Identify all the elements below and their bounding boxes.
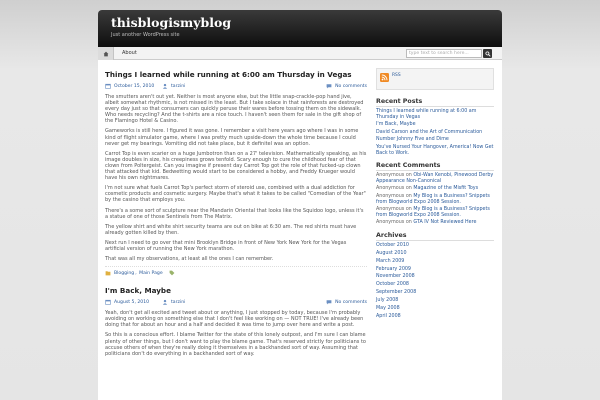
post-paragraph: The yellow shirt and white shirt security teams are out on bike at 6:30 am. The red shirts must have already gotten killed by then. — [105, 223, 357, 236]
archive-link[interactable]: October 2010 — [376, 242, 409, 248]
post-paragraph: Gameworks is still here. I figured it was gone. I remember a visit here years ago where I was in some kind of flight simulator game, where I was pretty much upside-down the whole time because I could never get my bearings. Vomiting did not take place, but it definitel was an option. — [105, 128, 359, 147]
comment-target-link[interactable]: GTA IV Not Reviewed Here — [413, 220, 477, 226]
recent-post-link[interactable]: David Carson and the Art of Communication — [376, 129, 483, 135]
archive-link[interactable]: November 2008 — [376, 274, 415, 280]
recent-comment — [376, 220, 494, 226]
category-link[interactable]: Blogging — [114, 270, 135, 276]
search-button[interactable] — [483, 49, 492, 58]
comment-on: on — [405, 186, 412, 192]
page-wrapper — [98, 10, 502, 400]
post-paragraph: Yeah, don't get all excited and tweet about or anything, I just stopped by today, because I'm probably avoiding on working on something else that I don't feel like working on — NOT TRUE! I've already been doing that for about an hour and a half and decided it was time to jump over here and write a post. — [105, 310, 364, 329]
post-title[interactable]: Things I learned while running at 6:00 am Thursday in Vegas — [105, 70, 352, 79]
main-column — [105, 70, 367, 361]
comment-target-link[interactable]: My Blog is a Business? Snippets from Blogworld Expo 2008 Session. — [376, 207, 490, 218]
recent-posts-widget — [376, 98, 494, 156]
author-icon — [162, 299, 168, 305]
post-paragraph: The smutters aren't out yet. Neither is most anyone else, but the little snap-crackle-pop hand jive, albeit somewhat rhythmic, is not missed in the least. But I take solace in that rainforests are destroyed every day just so that consumers can quickly peruse their wares before tossing them on the sidewalk. Who needs recycling? And the t-shirts are a nice touch. I haven't seen them for sale in the gift shop of the Flamingo Hotel & Casino. — [105, 94, 364, 125]
search-input[interactable]: type text to search here... — [406, 49, 482, 58]
recent-comments-widget — [376, 162, 494, 226]
comment-author: Anonymous — [376, 173, 405, 179]
comment-on: on — [405, 207, 412, 213]
post-paragraph: So this is a conscious effort. I blame Twitter for the state of this lonely outpost, and I'm sure I can blame plenty of other things, but I don't want to play the blame game. That's reserved strictly for politicians to accuse others of when they're really doing it themselves in a backhanded sort of way. Assuming that politicians don't do everything in a backhanded sort of way. — [105, 332, 366, 357]
tag-icon — [169, 270, 175, 276]
nav-home-button[interactable] — [98, 47, 114, 60]
archive-link[interactable]: August 2010 — [376, 250, 407, 256]
comment-target-link[interactable]: Magazine of the Misfit Toys — [413, 186, 479, 192]
archive-link[interactable]: September 2008 — [376, 290, 417, 296]
recent-comment — [376, 194, 494, 205]
category-separator: , — [135, 270, 139, 276]
comments-count: No comments — [335, 83, 367, 89]
recent-comments-title: Recent Comments — [376, 162, 494, 171]
comment-author: Anonymous — [376, 193, 405, 199]
recent-post-link[interactable]: I'm Back, Maybe — [376, 122, 416, 128]
comment-author: Anonymous — [376, 186, 405, 192]
rss-box[interactable] — [376, 68, 494, 90]
author-icon — [162, 83, 168, 89]
recent-comment — [376, 186, 494, 192]
recent-posts-title: Recent Posts — [376, 98, 494, 107]
calendar-icon — [105, 299, 111, 305]
home-icon — [103, 51, 109, 57]
post-author[interactable]: tarzini — [171, 299, 186, 305]
post-paragraph: Next run I need to go over that mini Brooklyn Bridge in front of New York New York for the Vegas artificial version of running the New York marathon. — [105, 239, 347, 252]
category-link[interactable]: Main Page — [139, 270, 163, 276]
post-title[interactable]: I'm Back, Maybe — [105, 286, 171, 296]
post-comments-link[interactable] — [326, 299, 367, 305]
nav-bar — [98, 47, 502, 60]
post-comments-link[interactable] — [326, 83, 367, 89]
archive-link[interactable]: October 2008 — [376, 282, 409, 288]
recent-post-link[interactable]: Things I learned while running at 6:00 am Thursday in Vegas — [376, 109, 477, 120]
archive-link[interactable]: April 2008 — [376, 313, 401, 319]
archives-title: Archives — [376, 232, 494, 241]
comments-count: No comments — [335, 299, 367, 305]
search-icon — [485, 51, 491, 57]
post-footer — [105, 266, 367, 276]
post-author[interactable]: tarzini — [171, 83, 186, 89]
archive-link[interactable]: March 2009 — [376, 258, 405, 264]
comment-target-link[interactable]: My Blog is a Business? Snippets from Blogworld Expo 2008 Session. — [376, 193, 490, 205]
archive-link[interactable]: July 2008 — [376, 298, 399, 304]
site-header — [98, 10, 502, 47]
comment-on: on — [405, 193, 412, 199]
post-meta — [105, 298, 367, 306]
recent-post-link[interactable]: Number Johnny Five and Dime — [376, 137, 449, 143]
comment-target-link[interactable]: Obi-Wan Kenobi, Pinewood Derby Appearance Non-Canonical — [376, 173, 494, 184]
site-title[interactable]: thisblogismyblog — [111, 15, 232, 30]
post-paragraph: There's a some sort of sculpture near the Mandarin Oriental that looks like the Squidoo logo, unless it's a statue of one of those Sentinels from The Matrix. — [105, 207, 364, 220]
archive-link[interactable]: May 2008 — [376, 306, 400, 312]
nav-item-about[interactable]: About — [122, 50, 137, 56]
site-description: Just another WordPress site — [111, 32, 180, 38]
post-meta — [105, 82, 367, 90]
post — [105, 70, 367, 276]
comment-icon — [326, 299, 332, 305]
rss-label: RSS — [392, 73, 401, 78]
post-paragraph: Carrot Top is even scarier on a huge Jumbotron than on a 27' television. Mathematically speaking, as his image doubles in size, his creepiness grows tenfold. Scary enough to cure the childhood fear of that clown from Poltergeist. Can you imagine if present day Carrot Top got the role of that fucked-up clown that attacked that kid. Bedwetting would start to be considered a hobby, and Freddy Krueger would have his own nightmares. — [105, 150, 367, 182]
content-area — [98, 60, 502, 400]
comment-on: on — [405, 173, 412, 179]
comment-on: on — [405, 220, 412, 226]
archives-widget — [376, 232, 494, 320]
comment-icon — [326, 83, 332, 89]
post-date: October 15, 2010 — [114, 83, 155, 89]
recent-comment — [376, 173, 494, 184]
archive-link[interactable]: February 2009 — [376, 266, 411, 272]
calendar-icon — [105, 83, 111, 89]
recent-comment — [376, 207, 494, 218]
comment-author: Anonymous — [376, 220, 405, 226]
post — [105, 286, 367, 357]
post-paragraph: I'm not sure what fuels Carrot Top's perfect storm of steroid use, combined with a dual addiction for cosmetic products and cosmetic surgery. Maybe that's what it takes to be called "Comedian of the Year" by the casino that employs you. — [105, 185, 366, 204]
rss-icon — [380, 73, 389, 82]
recent-post-link[interactable]: You've Nursed Your Hangover, America! Now Get Back to Work. — [376, 144, 494, 156]
folder-icon — [105, 270, 111, 276]
comment-author: Anonymous — [376, 207, 405, 213]
post-date: August 5, 2010 — [114, 299, 150, 305]
post-paragraph: That was all my observations, at least all the ones I can remember. — [105, 256, 274, 263]
sidebar — [376, 68, 494, 326]
